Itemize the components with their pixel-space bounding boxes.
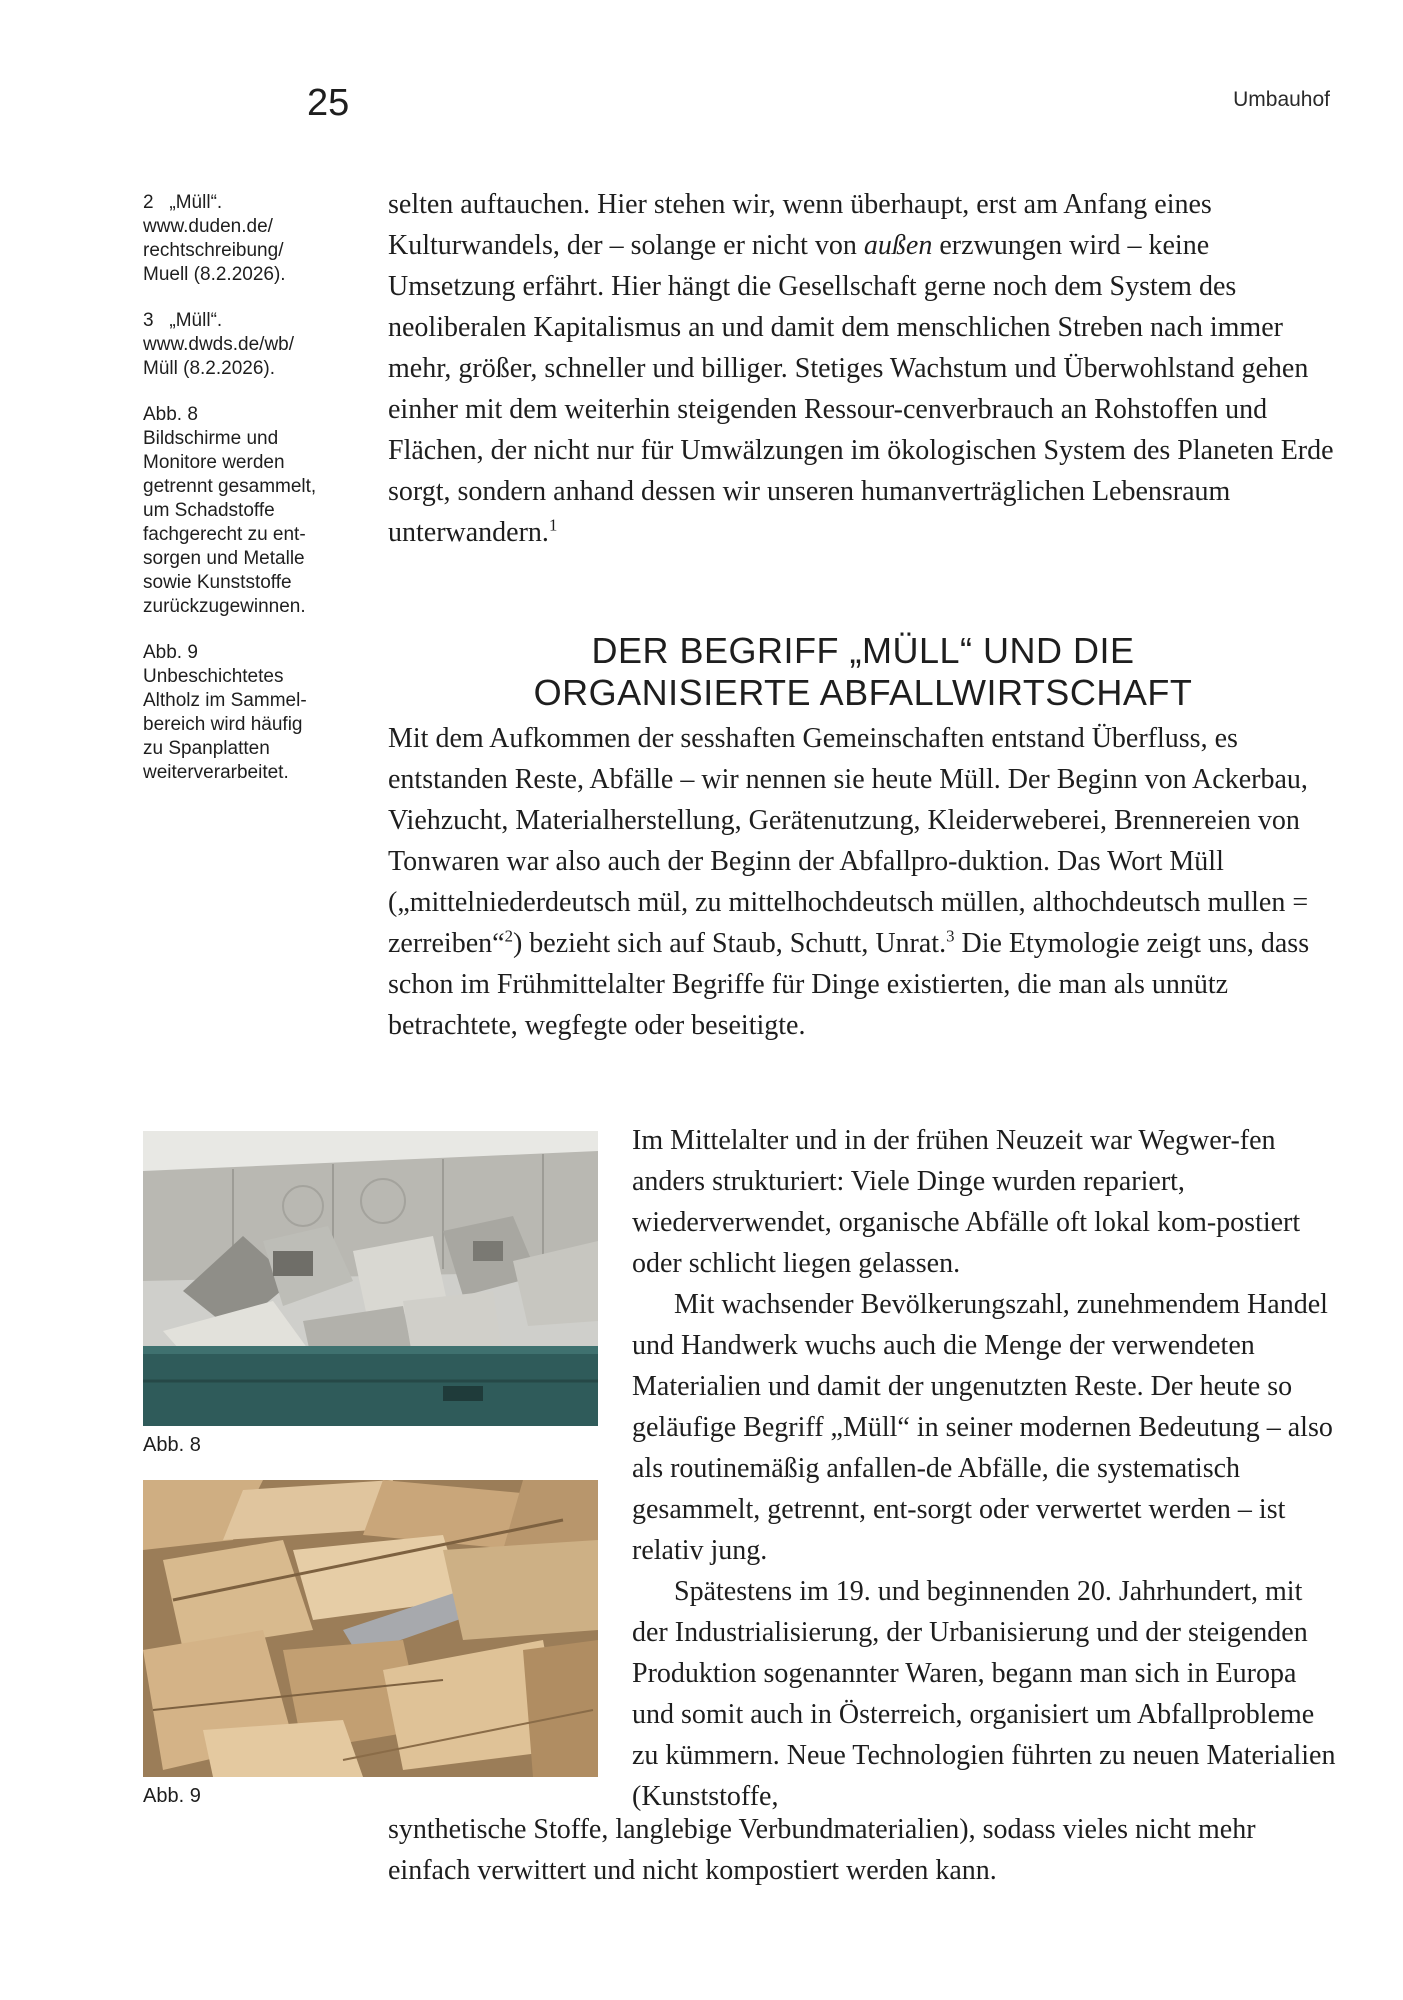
section-paragraph-2: Im Mittelalter und in der frühen Neuzeit war Wegwer-fen anders strukturiert: Viele Dinge wurden repariert, wiederverwendet, organische Abfälle oft lokal kom-postiert oder schlicht liegen gelassen. [632,1125,1301,1279]
monitors-illustration [143,1131,598,1426]
section-heading [388,630,1338,714]
figure-8-note-text: Bildschirme und Monitore werden getrennt gesammelt, um Schadstoffe fachgerecht zu ent- sorgen und Metalle sowie Kunststoffe zurückzugewinnen. [143,428,317,617]
footnote-3-text: www.dwds.de/wb/ Müll (8.2.2026). [143,334,295,379]
figure-8-monitors-photo [143,1131,598,1426]
figure-9-caption: Abb. 9 [143,1785,201,1807]
footnote-3 [143,309,368,381]
footnote-ref-3: 3 [946,926,955,946]
footnote-ref-2: 2 [504,926,513,946]
section-heading-line-1: DER BEGRIFF „MÜLL“ UND DIE [591,630,1135,671]
footnote-2-label: 2 „Müll“. [143,192,223,213]
section-paragraph-4-continued [388,1809,1338,1891]
figure-9-note [143,641,368,785]
wood-illustration [143,1480,598,1777]
footnote-2-text: www.duden.de/ rechtschreibung/ Muell (8.2.2026). [143,216,286,285]
running-head: Umbauhof [1233,88,1330,111]
intro-paragraph [388,184,1338,553]
intro-text-2: erzwungen wird – keine Umsetzung erfährt. Hier hängt die Gesellschaft gerne noch dem System des neoliberalen Kapitalismus an und damit dem menschlichen Streben nach immer mehr, größer, schneller und billiger. Stetiges Wachstum und Überwohlstand gehen einher mit dem weiterhin steigenden Ressour-cenverbrauch an Rohstoffen und Flächen, der nicht nur für Umwälzungen im ökologischen System des Planeten Erde sorgt, sondern anhand dessen wir unseren humanverträglichen Lebensraum unterwandern. [388,230,1334,548]
figure-8-note [143,403,368,619]
footnote-3-label: 3 „Müll“. [143,310,223,331]
section-paragraphs-2-4 [632,1120,1338,1817]
footnote-2 [143,191,368,287]
para1-text-a: Mit dem Aufkommen der sesshaften Gemeinschaften entstand Überfluss, es entstanden Reste, Abfälle – wir nennen sie heute Müll. Der Beginn von Ackerbau, Viehzucht, Materialherstellung, Gerätenutzung, Kleiderweberei, Brennereien von Tonwaren war also auch der Beginn der Abfallpro-duktion. Das Wort Müll („mittelniederdeutsch mül, zu mittelhochdeutsch müllen, althochdeutsch mullen = zerreiben“ [388,723,1309,959]
figure-9-note-text: Unbeschichtetes Altholz im Sammel- bereich wird häufig zu Spanplatten weiterverarbeitet. [143,666,307,783]
figure-9-note-label: Abb. 9 [143,642,198,663]
figure-8-caption: Abb. 8 [143,1434,201,1456]
footnote-ref-1: 1 [548,515,558,535]
section-heading-line-2: ORGANISIERTE ABFALLWIRTSCHAFT [533,672,1193,713]
section-paragraph-1 [388,718,1338,1046]
para1-text-c: Die Etymologie zeigt uns, dass schon im Frühmittelalter Begriffe für Dinge existierten, die man als unnütz betrachtete, wegfegte oder beseitigte. [388,928,1310,1041]
page-number: 25 [307,82,350,124]
figure-8-note-label: Abb. 8 [143,404,198,425]
section-paragraph-4-tail: synthetische Stoffe, langlebige Verbundmaterialien), sodass vieles nicht mehr einfach verwittert und nicht kompostiert werden kann. [388,1814,1256,1886]
section-paragraph-3: Mit wachsender Bevölkerungszahl, zunehmendem Handel und Handwerk wuchs auch die Menge der verwendeten Materialien und damit der ungenutzten Reste. Der heute so geläufige Begriff „Müll“ in seiner modernen Bedeutung – also als routinemäßig anfallen-de Abfälle, die systematisch gesammelt, getrennt, ent-sorgt oder verwertet werden – ist relativ jung. [632,1289,1333,1566]
margin-notes [143,191,368,807]
intro-text-1: selten auftauchen. Hier stehen wir, wenn überhaupt, erst am Anfang eines Kulturwandels, der – solange er nicht von [388,189,1212,261]
intro-emphasis: außen [863,230,933,261]
section-paragraph-4: Spätestens im 19. und beginnenden 20. Jahrhundert, mit der Industrialisierung, der Urbanisierung und der steigenden Produktion sogenannter Waren, begann man sich in Europa und somit auch in Österreich, organisiert um Abfallprobleme zu kümmern. Neue Technologien führten zu neuen Materialien (Kunststoffe, [632,1576,1336,1812]
figure-9-wood-photo [143,1480,598,1777]
para1-text-b: ) bezieht sich auf Staub, Schutt, Unrat. [512,928,947,959]
